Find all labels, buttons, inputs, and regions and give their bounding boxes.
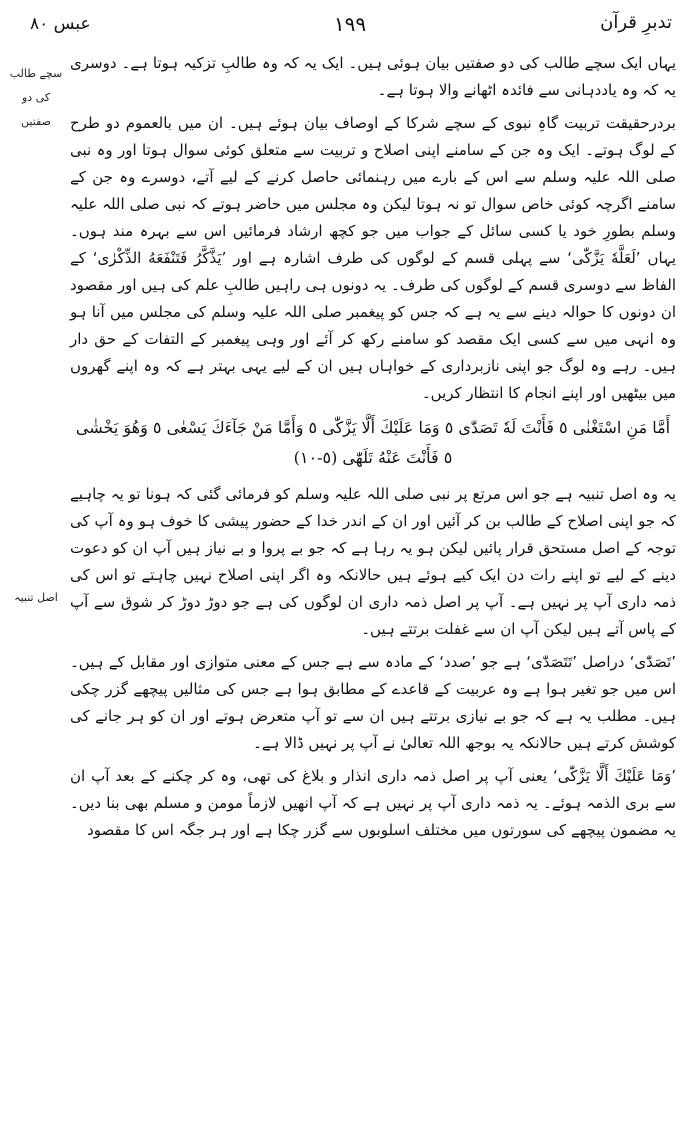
paragraph-4: ’تَصَدّٰى‘ دراصل ’تَتَصَدّٰى‘ ہے جو ’صدد‘ کے مادہ سے ہے جس کے معنی متوازی اور مقابل کے ہیں۔ اس میں جو تغیر ہوا ہے وہ عربیت کے قاعدے کے مطابق ہوا ہے جس کی مثالیں پیچھے گزر چکی ہیں۔ مطلب یہ ہے کہ جو بے نیازی برتتے ہیں ان سے تو آپ متعرض ہوتے اور ان کو ہر جانے کی کوشش کرتے ہیں حالانکہ یہ بوجھ اللہ تعالیٰ نے آپ پر نہیں ڈالا ہے۔ xyxy=(70,653,676,752)
quran-verse: أَمَّا مَنِ اسْتَغْنٰى ٥ فَأَنْتَ لَهٗ تَصَدّٰى ٥ وَمَا عَلَيْكَ أَلَّا يَزَّكّٰى ٥ وَأَمَّا مَنْ جَآءَكَ يَسْعٰى ٥ وَهُوَ يَخْشٰى ٥ فَأَنْتَ عَنْهُ تَلَهّٰى (٥-١٠) xyxy=(75,418,671,467)
paragraph-3: یہ وہ اصل تنبیہ ہے جو اس مرتع پر نبی صلی اللہ علیہ وسلم کو فرمائی گئی کہ ہونا تو یہ چاہیے کہ جو اپنی اصلاح کے طالب بن کر آئیں اور ان کے اندر خدا کے حضور پیشی کا خوف ہو وہ آپ کی توجہ کے اصل مستحق قرار پائیں لیکن ہو یہ رہا ہے کہ جو بے پروا و بے نیاز ہیں آپ ان کو دعوت دینے کے لیے تو اپنے رات دن ایک کیے ہوئے ہیں حالانکہ وہ اگر اپنی اصلاح نہیں چاہتے تو اس کی ذمہ داری آپ پر نہیں ہے۔ آپ پر اصل ذمہ داری ان لوگوں کی ہے جو دوڑ دوڑ کر شوق سے آپ کے پاس آتے ہیں لیکن آپ ان سے غفلت برتتے ہیں۔ xyxy=(70,485,676,638)
page-header xyxy=(0,12,700,52)
margin-note-warning: اصل تنبیہ xyxy=(14,591,58,604)
paragraph-5: ’وَمَا عَلَيْكَ أَلَّا يَزَّكّٰى‘ یعنی آپ پر اصل ذمہ داری انذار و بلاغ کی تھی، وہ کر چکنے کے بعد آپ ان سے بری الذمہ ہوئے۔ یہ ذمہ داری آپ پر نہیں ہے کہ آپ انھیں لازماً مومن و مسلم بھی بنا دیں۔ یہ مضمون پیچھے کی سورتوں میں مختلف اسلوبوں سے گزر چکا ہے اور ہر جگہ اس کا مقصود xyxy=(70,767,676,839)
page-number: ۱۹۹ xyxy=(333,12,367,36)
page-body xyxy=(70,50,676,850)
book-title: تدبرِ قرآن xyxy=(600,12,672,33)
paragraph-2: بردرحقیقت تربیت گاہِ نبوی کے سچے شرکا کے اوصاف بیان ہوئے ہیں۔ ان میں بالعموم دو طرح کے لوگ ہوتے۔ ایک وہ جن کے سامنے اپنی اصلاح و تربیت سے متعلق کوئی سوال ہوتا اور وہ نبی صلی اللہ علیہ وسلم سے اس کے بارے میں رہنمائی حاصل کرنے کے لیے آتے، دوسرے وہ جن کے سامنے اگرچہ کوئی خاص سوال تو نہ ہوتا لیکن وہ مجلس میں حاضر ہوتے کہ نبی صلی اللہ علیہ وسلم بطورِ خود یا کسی سائل کے جواب میں جو کچھ ارشاد فرمائیں اس سے بہرہ مند ہوں۔ یہاں ’لَعَلَّهٗ يَزَّكّٰى‘ سے پہلی قسم کے لوگوں کی طرف اشارہ ہے اور ’يَذَّكَّرُ فَتَنْفَعَهُ الذِّكْرٰى‘ کے الفاظ سے دوسری قسم کے لوگوں کی طرف۔ یہ دونوں ہی راہیں طالبِ علم کی ہیں اور مقصود ان دونوں کا حوالہ دینے سے یہ ہے کہ جس کو پیغمبر صلی اللہ علیہ وسلم کی مجلس میں آنا ہو وہ انہی میں سے کسی ایک مقصد کو سامنے رکھ کر آئے اور وہی پیغمبر کے التفات کے حق دار ہیں۔ رہے وہ لوگ جو اپنی نازبرداری کے خواہاں ہیں ان کے لیے یہی بہتر ہے کہ وہ اپنے گھروں میں بیٹھیں اور اپنے انجام کا انتظار کریں۔ xyxy=(70,114,676,402)
paragraph-1: یہاں ایک سچے طالب کی دو صفتیں بیان ہوئی ہیں۔ ایک یہ کہ وہ طالبِ تزکیہ ہوتا ہے۔ دوسری یہ کہ وہ یاددہانی سے فائدہ اٹھانے والا ہوتا ہے۔ xyxy=(70,54,676,99)
surah-label: عبس ۸۰ xyxy=(30,14,91,34)
margin-note-true-seeker: سچے طالب کی دو صفتیں xyxy=(9,67,63,128)
